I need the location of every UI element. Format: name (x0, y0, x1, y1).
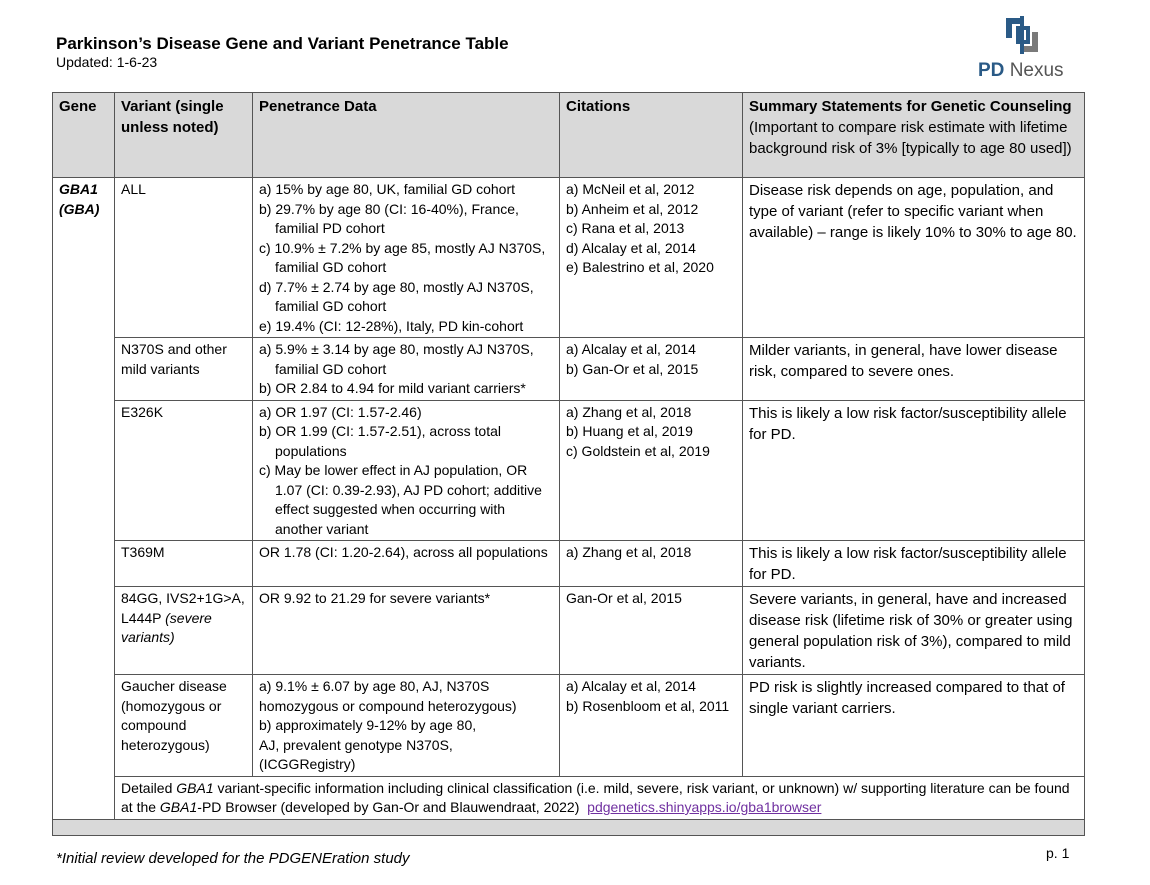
header-citations: Citations (560, 93, 743, 178)
penetrance-item: b) OR 2.84 to 4.94 for mild variant carriers* (259, 380, 526, 396)
updated-date: Updated: 1-6-23 (56, 54, 158, 70)
gba1-browser-link[interactable]: pdgenetics.shinyapps.io/gba1browser (587, 799, 822, 815)
variant-cell: T369M (115, 541, 253, 587)
penetrance-item: OR 1.78 (CI: 1.20-2.64), across all populations (259, 544, 548, 560)
header-gene: Gene (53, 93, 115, 178)
variant-cell (115, 587, 253, 675)
header-variant: Variant (single unless noted) (115, 93, 253, 178)
summary-cell: PD risk is slightly increased compared to that of single variant carriers. (743, 675, 1085, 777)
table-header-row (53, 93, 1085, 178)
citation: a) Alcalay et al, 2014 (566, 341, 696, 357)
table-row (53, 338, 1085, 401)
variant-cell: Gaucher disease (homozygous or compound heterozygous) (115, 675, 253, 777)
footnote: *Initial review developed for the PDGENEration study (56, 850, 410, 867)
penetrance-item: c) May be lower effect in AJ population, OR 1.07 (CI: 0.39-2.93), AJ PD cohort; additive effect suggested when occurring with another variant (259, 462, 542, 537)
citation: b) Huang et al, 2019 (566, 423, 693, 439)
citations-cell (560, 178, 743, 338)
variant-note: (severe variants) (121, 609, 212, 645)
gene-cell: GBA1 (GBA) (53, 178, 115, 820)
penetrance-item: b) OR 1.99 (CI: 1.57-2.51), across total populations (259, 423, 501, 459)
page-number: p. 1 (1046, 845, 1070, 861)
citations-cell (560, 675, 743, 777)
penetrance-item: a) 15% by age 80, UK, familial GD cohort (259, 181, 516, 197)
details-cell: Detailed GBA1 variant-specific information including clinical classification (i.e. mild, severe, risk variant, or unknown) w/ supporting literature can be found at the GBA1-PD Browser (developed by Gan-Or and Blauwendraat, 2022) pdgenetics.shinyapps.io/gba1browser (115, 776, 1085, 819)
penetrance-table (52, 92, 1085, 836)
pd-nexus-logo-icon (1002, 14, 1042, 56)
header-penetrance: Penetrance Data (253, 93, 560, 178)
summary-cell: This is likely a low risk factor/susceptibility allele for PD. (743, 541, 1085, 587)
table-row (53, 541, 1085, 587)
summary-cell: Disease risk depends on age, population, and type of variant (refer to specific variant when available) – range is likely 10% to 30% to age 80. (743, 178, 1085, 338)
citation: c) Goldstein et al, 2019 (566, 442, 710, 459)
penetrance-cell (253, 178, 560, 338)
summary-cell: Milder variants, in general, have lower disease risk, compared to severe ones. (743, 338, 1085, 401)
header-summary-title: Summary Statements for Genetic Counseling (749, 98, 1072, 115)
table-row (53, 675, 1085, 777)
citations-cell (560, 541, 743, 587)
variant-cell: ALL (115, 178, 253, 338)
variant-cell: N370S and other mild variants (115, 338, 253, 401)
citations-cell (560, 338, 743, 401)
citation: a) Zhang et al, 2018 (566, 544, 692, 560)
citation: d) Alcalay et al, 2014 (566, 239, 696, 256)
penetrance-item: a) 9.1% ± 6.07 by age 80, AJ, N370S homozygous or compound heterozygous) (259, 678, 517, 714)
penetrance-item: a) 5.9% ± 3.14 by age 80, mostly AJ N370S, familial GD cohort (259, 341, 534, 377)
variant-name: 84GG, IVS2+1G>A, L444P (121, 590, 245, 626)
citation: a) McNeil et al, 2012 (566, 181, 695, 197)
citations-cell (560, 587, 743, 675)
penetrance-cell (253, 338, 560, 401)
citation: a) Alcalay et al, 2014 (566, 678, 696, 694)
penetrance-item: (ICGGRegistry) (259, 756, 356, 772)
penetrance-item: OR 9.92 to 21.29 for severe variants* (259, 590, 491, 606)
citation: b) Rosenbloom et al, 2011 (566, 697, 730, 714)
penetrance-item: b) 29.7% by age 80 (CI: 16-40%), France, familial PD cohort (259, 200, 519, 236)
penetrance-cell (253, 541, 560, 587)
pd-nexus-logo (976, 14, 1076, 84)
logo-text: PD Nexus (978, 60, 1064, 81)
variant-cell: E326K (115, 400, 253, 541)
summary-cell: This is likely a low risk factor/susceptibility allele for PD. (743, 400, 1085, 541)
penetrance-item: AJ, prevalent genotype N370S, (259, 736, 453, 753)
citation: e) Balestrino et al, 2020 (566, 259, 714, 275)
penetrance-item: c) 10.9% ± 7.2% by age 85, mostly AJ N370S, familial GD cohort (259, 239, 546, 275)
gene-name: GBA1 (176, 779, 214, 796)
citations-cell (560, 400, 743, 541)
penetrance-cell (253, 675, 560, 777)
citation: a) Zhang et al, 2018 (566, 403, 692, 420)
page-title: Parkinson’s Disease Gene and Variant Penetrance Table (56, 34, 509, 53)
header-summary (743, 93, 1085, 178)
citation: b) Gan-Or et al, 2015 (566, 360, 699, 377)
table-footer-cell (53, 819, 1085, 835)
penetrance-cell (253, 587, 560, 675)
table-row (53, 587, 1085, 675)
table-footer-bar (53, 819, 1085, 835)
penetrance-cell (253, 400, 560, 541)
table-row (53, 178, 1085, 338)
penetrance-item: b) approximately 9-12% by age 80, (259, 717, 477, 733)
citation: c) Rana et al, 2013 (566, 220, 685, 236)
gene-name: GBA1 (159, 799, 198, 815)
penetrance-item: a) OR 1.97 (CI: 1.57-2.46) (259, 403, 422, 420)
details-row (53, 776, 1085, 819)
penetrance-item: d) 7.7% ± 2.74 by age 80, mostly AJ N370S, familial GD cohort (259, 278, 534, 314)
header-summary-subtitle: (Important to compare risk estimate with lifetime background risk of 3% [typically to age 80 used]) (749, 119, 1072, 157)
table-row (53, 400, 1085, 541)
citation: b) Anheim et al, 2012 (566, 200, 699, 217)
penetrance-item: e) 19.4% (CI: 12-28%), Italy, PD kin-cohort (259, 317, 524, 334)
citation: Gan-Or et al, 2015 (566, 590, 682, 606)
summary-cell: Severe variants, in general, have and increased disease risk (lifetime risk of 30% or greater using general population risk of 3%), compared to mild variants. (743, 587, 1085, 675)
